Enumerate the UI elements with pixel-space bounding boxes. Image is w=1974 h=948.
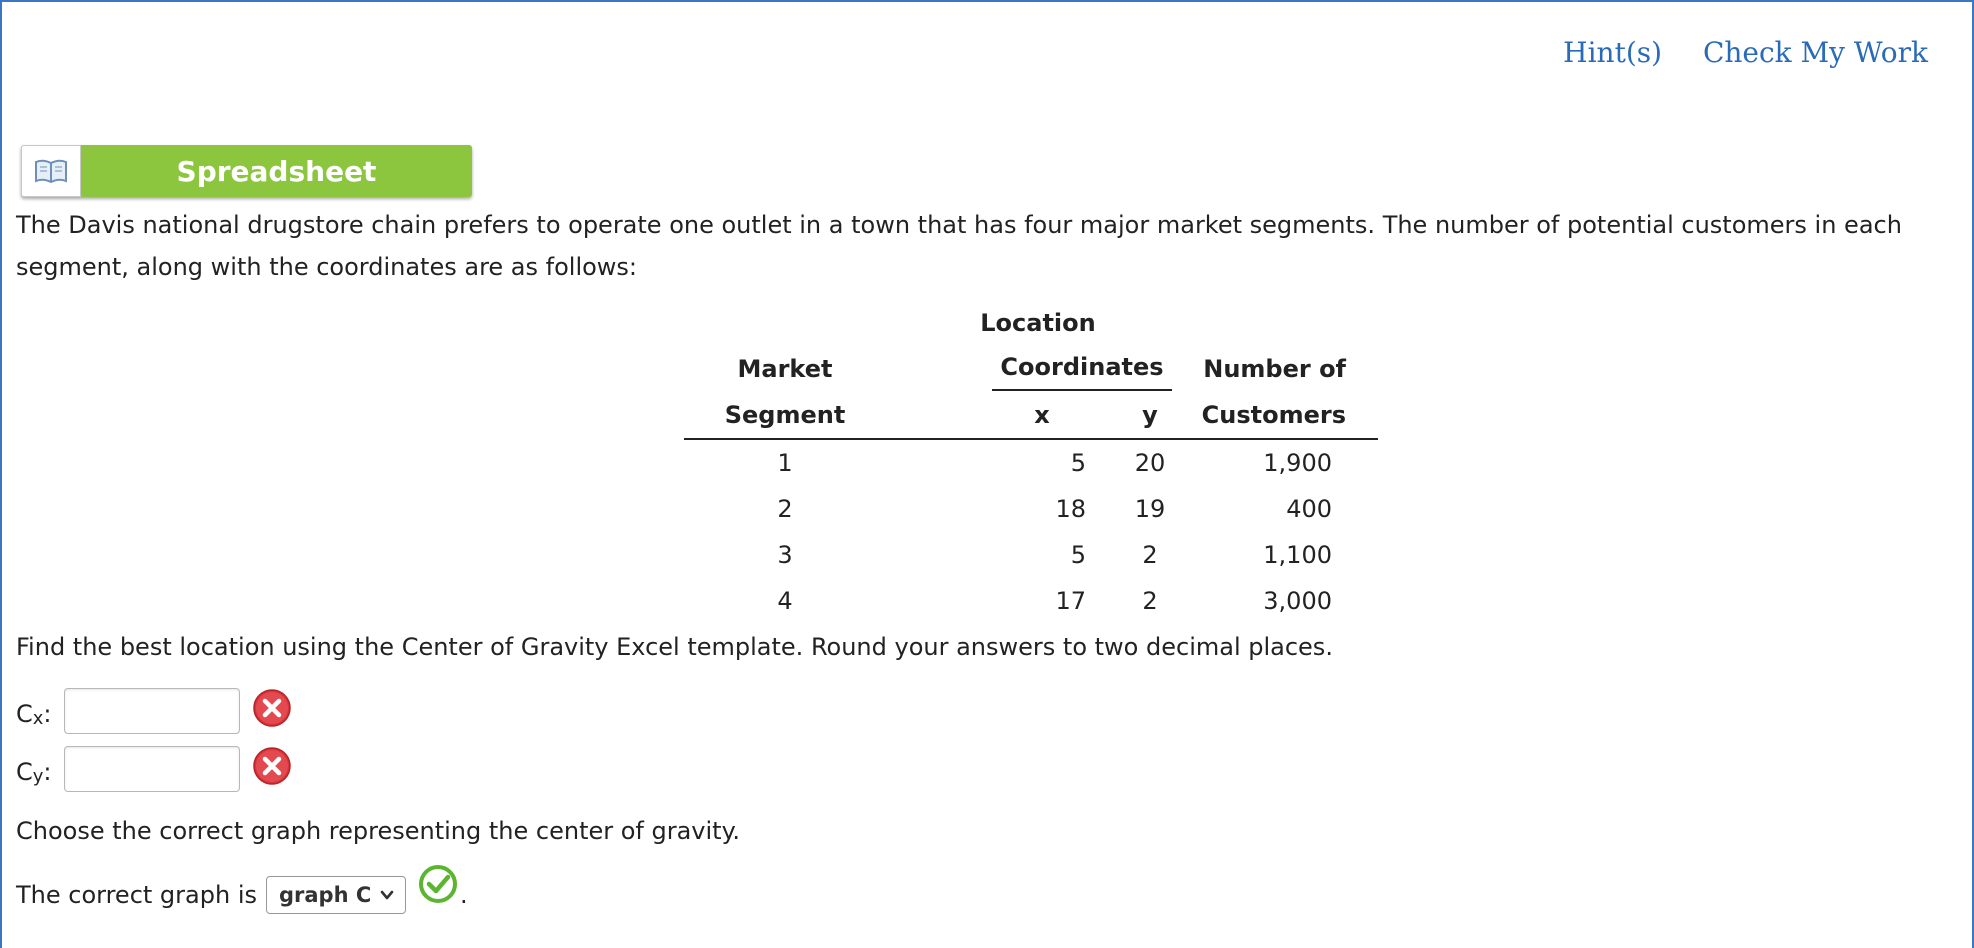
spreadsheet-label: Spreadsheet [176,155,377,188]
cx-input[interactable] [64,688,240,734]
header-x: x [974,392,1110,439]
header-number-of: Number of [1203,355,1346,383]
table-row [684,532,1378,578]
header-segment: Segment [684,392,886,439]
incorrect-icon [252,688,292,728]
cell-x: 17 [1055,587,1086,615]
top-links [1531,36,1928,69]
cell-x: 5 [1070,449,1086,477]
header-y: y [1110,392,1190,439]
cell-customers: 400 [1286,495,1332,523]
correct-icon [418,864,458,904]
chevron-down-icon [379,879,395,911]
cell-segment: 3 [777,541,793,569]
cell-customers: 3,000 [1263,587,1332,615]
instruction-text: Find the best location using the Center of Gravity Excel template. Round your answers to two decimal places. [16,633,1333,661]
book-icon [21,145,81,197]
table-row [684,439,1378,486]
problem-intro-line2: segment, along with the coordinates are as follows: [16,253,638,281]
cell-x: 18 [1055,495,1086,523]
header-coordinates: Coordinates [992,353,1171,391]
cell-segment: 1 [777,449,793,477]
header-location: Location [980,309,1096,337]
header-customers: Customers [1190,392,1378,439]
cell-segment: 4 [777,587,793,615]
incorrect-icon [252,746,292,786]
table-row [684,578,1378,624]
cell-customers: 1,900 [1263,449,1332,477]
table-row [684,486,1378,532]
problem-intro-line1: The Davis national drugstore chain prefers to operate one outlet in a town that has four major market segments. The number of potential customers in each [16,211,1902,239]
cell-y: 20 [1134,449,1166,477]
graph-answer-label: The correct graph is [16,881,257,909]
cell-x: 5 [1070,541,1086,569]
cy-input[interactable] [64,746,240,792]
graph-suffix: . [460,881,468,909]
spreadsheet-button[interactable] [21,145,472,197]
header-market: Market [737,355,833,383]
cell-y: 2 [1142,541,1158,569]
graph-select-value: graph C [279,883,372,907]
cell-customers: 1,100 [1263,541,1332,569]
cell-y: 2 [1142,587,1158,615]
cy-label: $C_y$: [16,758,52,787]
graph-select[interactable] [266,876,406,914]
cell-y: 19 [1134,495,1166,523]
header-coordinates-cell [974,346,1190,392]
market-segment-table [684,300,1378,624]
check-my-work-link[interactable]: Check My Work [1702,36,1928,69]
cx-label: $C_x$: [16,700,52,729]
cell-segment: 2 [777,495,793,523]
hints-link[interactable]: Hint(s) [1563,36,1663,69]
graph-prompt: Choose the correct graph representing the center of gravity. [16,817,740,845]
